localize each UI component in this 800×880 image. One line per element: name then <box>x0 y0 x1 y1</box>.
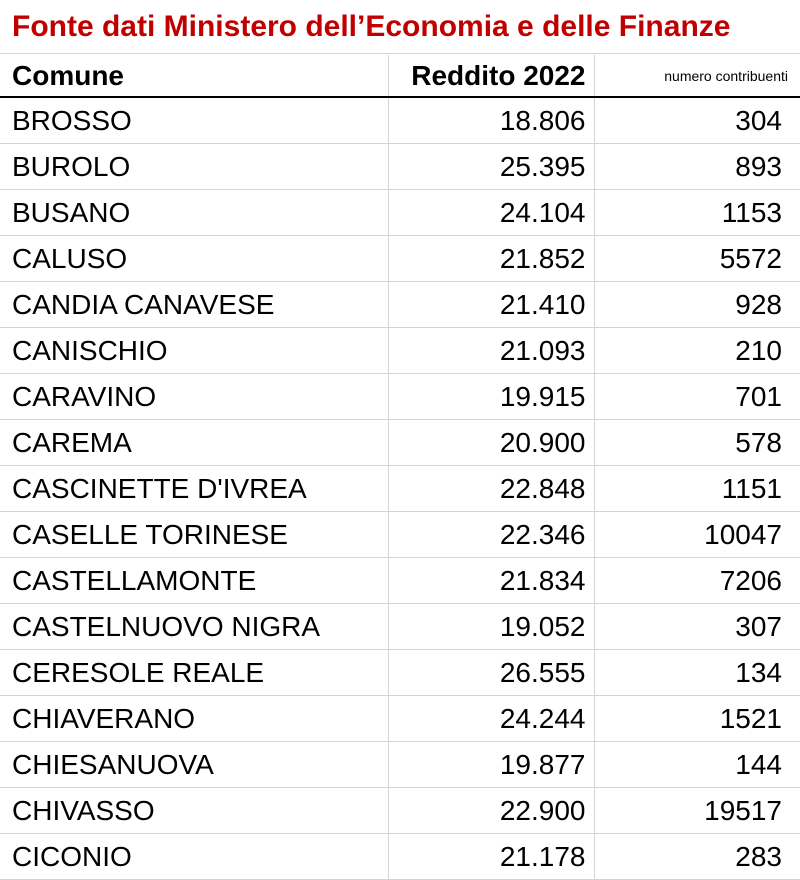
contribuenti-cell[interactable]: 19517 <box>594 788 800 834</box>
reddito-cell[interactable]: 20.900 <box>388 420 594 466</box>
contribuenti-cell[interactable]: 7206 <box>594 558 800 604</box>
table-row <box>0 236 800 282</box>
header-comune[interactable]: Comune <box>0 55 388 97</box>
comune-cell[interactable]: BUSANO <box>0 190 388 236</box>
reddito-cell[interactable]: 18.806 <box>388 97 594 144</box>
reddito-cell[interactable]: 19.052 <box>388 604 594 650</box>
table-row <box>0 558 800 604</box>
contribuenti-cell[interactable]: 144 <box>594 742 800 788</box>
reddito-cell[interactable]: 22.848 <box>388 466 594 512</box>
comune-cell[interactable]: CAREMA <box>0 420 388 466</box>
contribuenti-cell[interactable]: 10047 <box>594 512 800 558</box>
comune-cell[interactable]: CASTELLAMONTE <box>0 558 388 604</box>
contribuenti-cell[interactable]: 134 <box>594 650 800 696</box>
reddito-cell[interactable]: 21.852 <box>388 236 594 282</box>
contribuenti-cell[interactable]: 210 <box>594 328 800 374</box>
reddito-cell[interactable]: 21.093 <box>388 328 594 374</box>
table-row <box>0 512 800 558</box>
comune-cell[interactable]: CICONIO <box>0 834 388 880</box>
contribuenti-cell[interactable]: 1153 <box>594 190 800 236</box>
table-row <box>0 742 800 788</box>
comune-cell[interactable]: CARAVINO <box>0 374 388 420</box>
table-row <box>0 144 800 190</box>
comune-cell[interactable]: CASELLE TORINESE <box>0 512 388 558</box>
table-row <box>0 466 800 512</box>
table-row <box>0 650 800 696</box>
table-row <box>0 282 800 328</box>
contribuenti-cell[interactable]: 5572 <box>594 236 800 282</box>
comune-cell[interactable]: CHIVASSO <box>0 788 388 834</box>
income-table <box>0 55 800 880</box>
comune-cell[interactable]: CALUSO <box>0 236 388 282</box>
table-row <box>0 374 800 420</box>
contribuenti-cell[interactable]: 1151 <box>594 466 800 512</box>
reddito-cell[interactable]: 22.346 <box>388 512 594 558</box>
comune-cell[interactable]: CANISCHIO <box>0 328 388 374</box>
reddito-cell[interactable]: 24.244 <box>388 696 594 742</box>
comune-cell[interactable]: CANDIA CANAVESE <box>0 282 388 328</box>
contribuenti-cell[interactable]: 578 <box>594 420 800 466</box>
contribuenti-cell[interactable]: 304 <box>594 97 800 144</box>
table-row <box>0 328 800 374</box>
table-row <box>0 190 800 236</box>
contribuenti-cell[interactable]: 893 <box>594 144 800 190</box>
reddito-cell[interactable]: 22.900 <box>388 788 594 834</box>
comune-cell[interactable]: BROSSO <box>0 97 388 144</box>
header-row <box>0 55 800 97</box>
header-reddito[interactable]: Reddito 2022 <box>388 55 594 97</box>
comune-cell[interactable]: CHIESANUOVA <box>0 742 388 788</box>
comune-cell[interactable]: CASCINETTE D'IVREA <box>0 466 388 512</box>
comune-cell[interactable]: BUROLO <box>0 144 388 190</box>
table-row <box>0 788 800 834</box>
reddito-cell[interactable]: 21.410 <box>388 282 594 328</box>
contribuenti-cell[interactable]: 307 <box>594 604 800 650</box>
table-row <box>0 696 800 742</box>
reddito-cell[interactable]: 19.915 <box>388 374 594 420</box>
table-row <box>0 97 800 144</box>
table-body <box>0 97 800 880</box>
table-row <box>0 834 800 880</box>
reddito-cell[interactable]: 21.834 <box>388 558 594 604</box>
contribuenti-cell[interactable]: 1521 <box>594 696 800 742</box>
contribuenti-cell[interactable]: 928 <box>594 282 800 328</box>
contribuenti-cell[interactable]: 701 <box>594 374 800 420</box>
reddito-cell[interactable]: 26.555 <box>388 650 594 696</box>
reddito-cell[interactable]: 25.395 <box>388 144 594 190</box>
reddito-cell[interactable]: 24.104 <box>388 190 594 236</box>
header-contribuenti[interactable]: numero contribuenti <box>594 55 800 97</box>
comune-cell[interactable]: CHIAVERANO <box>0 696 388 742</box>
table-row <box>0 604 800 650</box>
comune-cell[interactable]: CASTELNUOVO NIGRA <box>0 604 388 650</box>
table-row <box>0 420 800 466</box>
reddito-cell[interactable]: 21.178 <box>388 834 594 880</box>
comune-cell[interactable]: CERESOLE REALE <box>0 650 388 696</box>
contribuenti-cell[interactable]: 283 <box>594 834 800 880</box>
source-title[interactable]: Fonte dati Ministero dell’Economia e delle Finanze <box>0 0 800 54</box>
reddito-cell[interactable]: 19.877 <box>388 742 594 788</box>
